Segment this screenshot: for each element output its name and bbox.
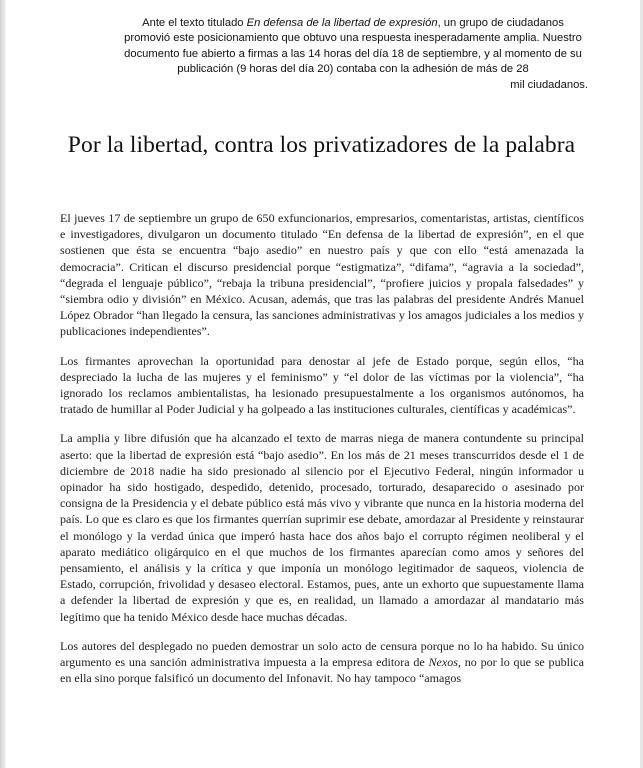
intro-cited-title: En defensa de la libertad de expresión (246, 17, 438, 29)
paragraph-4-part2: , no por lo que se publica en ella sino porque falsificó un documento del Infonavit. No hay tampoco “amagos (60, 655, 584, 686)
paragraph-3: La amplia y libre difusión que ha alcanzado el texto de marras niega de manera contundente su principal aserto: que la libertad de expresión está “bajo asedio”. En los más de 21 meses transcurridos desde el 1 de diciembre de 2018 nadie ha sido presionado al silencio por el Ejecutivo Federal, ningún informador u opinador ha sido hostigado, despedido, detenido, procesado, torturado, desaparecido o asesinado por consigna de la Presidencia y el debate público está más vivo y vibrante que nunca en la historia moderna del país. Lo que es claro es que los firmantes querrían suprimir ese debate, amordazar al Presidente y reinstaurar el monólogo y la verdad única que imperó hasta hace dos años bajo el corrupto régimen neoliberal y el aparato mediático oligárquico en el que muchos de los firmantes aparecían como amos y señores del pensamiento, el análisis y la crítica y que imponía un monólogo legitimador de saqueos, violencia de Estado, corrupción, frivolidad y desaseo electoral. Estamos, pues, ante un exhorto que supuestamente llama a defender la libertad de expresión y que es, en realidad, un llamado a amordazar al mandatario más legítimo que ha tenido México desde hace muchas décadas. (60, 431, 584, 624)
page-frame-left (0, 0, 6, 768)
document-body (60, 210, 584, 699)
paragraph-4 (60, 638, 584, 687)
intro-text-part1: Ante el texto titulado (142, 17, 247, 29)
paragraph-2: Los firmantes aprovechan la oportunidad para denostar al jefe de Estado porque, según ellos, “ha despreciado la lucha de las mujeres y el feminismo” y “el dolor de las víctimas por la violencia”, “ha ignorado los reclamos ambientalistas, ha lesionado presupuestalmente a los organismos autónomos, ha tratado de humillar al Poder Judicial y ha golpeado a las instituciones culturales, científicas y académicas”. (60, 353, 584, 417)
paragraph-4-part1: Los autores del desplegado no pueden demostrar un solo acto de censura porque no lo ha habido. Su único argumento es una sanción administrativa impuesta a la empresa editora de (60, 638, 584, 670)
intro-text-part2: , un grupo de ciudadanos promovió este posicionamiento que obtuvo una respuesta inesperadamente amplia. Nuestro documento fue abierto a firmas a las 14 horas del día 18 de septiembre, y al momento de su publicación (9 horas del día 20) contaba con la adhesión de más de 28 (124, 17, 582, 76)
intro-note (118, 16, 588, 93)
intro-text-part3: mil ciudadanos. (510, 78, 588, 91)
paragraph-4-magazine-name: Nexos (428, 655, 458, 670)
paragraph-1: El jueves 17 de septiembre un grupo de 650 exfuncionarios, empresarios, comentaristas, artistas, científicos e investigadores, divulgaron un documento titulado “En defensa de la libertad de expresión”, en el que sostienen que ésta se encuentra “bajo asedio” en nuestro país y que con ello “está amenazada la democracia”. Critican el discurso presidencial porque “estigmatiza”, “difama”, “agravia a la sociedad”, “degrada el lenguaje público”, “rebaja la tribuna presidencial”, “profiere juicios y propala falsedades” y “siembra odio y división” en México. Acusan, además, que tras las palabras del presidente Andrés Manuel López Obrador “han llegado la censura, las sanciones administrativas y los amagos judiciales a los medios y publicaciones independientes”. (60, 211, 584, 339)
document-title: Por la libertad, contra los privatizadores de la palabra (67, 132, 576, 158)
